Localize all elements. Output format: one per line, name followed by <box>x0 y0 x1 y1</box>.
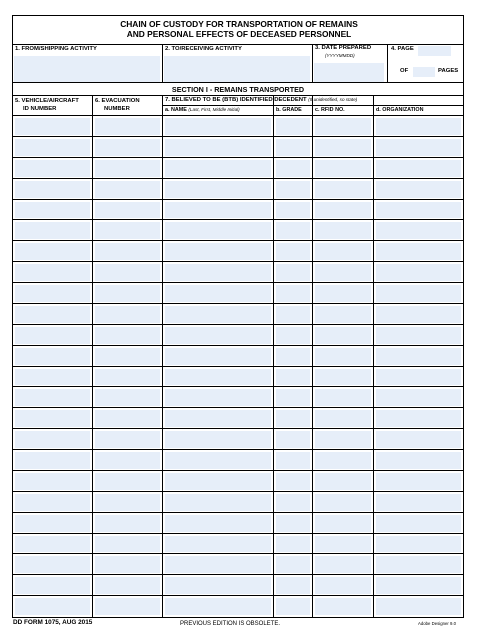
evacuation-number-cell[interactable] <box>95 536 160 553</box>
vehicle-id-cell[interactable] <box>15 577 90 594</box>
name-cell[interactable] <box>165 306 271 323</box>
grade-cell[interactable] <box>276 473 310 490</box>
table-row <box>13 283 463 304</box>
table-row <box>13 262 463 283</box>
evacuation-number-cell[interactable] <box>95 431 160 448</box>
vehicle-id-cell[interactable] <box>15 285 90 302</box>
btb-decedent-group-header <box>165 98 357 104</box>
rfid-cell[interactable] <box>315 431 371 448</box>
vehicle-id-cell[interactable] <box>15 389 90 406</box>
rfid-cell[interactable] <box>315 348 371 365</box>
table-row <box>13 158 463 179</box>
vehicle-id-cell[interactable] <box>15 264 90 281</box>
organization-cell[interactable] <box>376 536 461 553</box>
table-row <box>13 241 463 262</box>
name-cell[interactable] <box>165 139 271 156</box>
rfid-cell[interactable] <box>315 243 371 260</box>
vehicle-id-cell[interactable] <box>15 202 90 219</box>
organization-cell[interactable] <box>376 327 461 344</box>
name-cell[interactable] <box>165 369 271 386</box>
vehicle-id-cell[interactable] <box>15 452 90 469</box>
grade-cell[interactable] <box>276 369 310 386</box>
grade-cell[interactable] <box>276 160 310 177</box>
evacuation-number-cell[interactable] <box>95 139 160 156</box>
evacuation-number-cell[interactable] <box>95 389 160 406</box>
grade-cell[interactable] <box>276 264 310 281</box>
divider <box>387 44 388 82</box>
grade-cell[interactable] <box>276 139 310 156</box>
name-cell[interactable] <box>165 410 271 427</box>
evacuation-number-cell[interactable] <box>95 556 160 573</box>
column-divider <box>273 95 274 617</box>
rfid-cell[interactable] <box>315 389 371 406</box>
vehicle-id-cell[interactable] <box>15 494 90 511</box>
grade-cell[interactable] <box>276 598 310 615</box>
grade-cell[interactable] <box>276 389 310 406</box>
rfid-cell[interactable] <box>315 515 371 532</box>
evacuation-number-cell[interactable] <box>95 243 160 260</box>
organization-cell[interactable] <box>376 473 461 490</box>
grade-column-header: b. GRADE <box>276 107 302 113</box>
column-divider <box>92 95 93 617</box>
table-row <box>13 471 463 492</box>
chain-of-custody-form <box>12 15 464 618</box>
grade-cell[interactable] <box>276 556 310 573</box>
rfid-cell[interactable] <box>315 306 371 323</box>
rfid-cell[interactable] <box>315 139 371 156</box>
table-row <box>13 200 463 221</box>
evacuation-number-cell[interactable] <box>95 181 160 198</box>
total-pages-input[interactable] <box>413 67 435 77</box>
table-row <box>13 116 463 137</box>
name-cell[interactable] <box>165 452 271 469</box>
organization-cell[interactable] <box>376 118 461 135</box>
evacuation-number-cell[interactable] <box>95 202 160 219</box>
column-divider <box>373 95 374 617</box>
grade-cell[interactable] <box>276 306 310 323</box>
table-row <box>13 513 463 534</box>
organization-cell[interactable] <box>376 285 461 302</box>
organization-cell[interactable] <box>376 160 461 177</box>
organization-cell[interactable] <box>376 139 461 156</box>
grade-cell[interactable] <box>276 181 310 198</box>
evacuation-number-cell[interactable] <box>95 452 160 469</box>
to-receiving-activity-input[interactable] <box>164 56 310 82</box>
rfid-column-header: c. RFID NO. <box>315 107 345 113</box>
table-row <box>13 575 463 596</box>
table-row <box>13 220 463 241</box>
vehicle-id-cell[interactable] <box>15 410 90 427</box>
organization-cell[interactable] <box>376 369 461 386</box>
table-row <box>13 367 463 388</box>
btb-decedent-title: 7. BELIEVED TO BE (BTB) IDENTIFIED DECEDENT <box>165 97 307 103</box>
form-title-line1: CHAIN OF CUSTODY FOR TRANSPORTATION OF REMAINS <box>120 19 358 29</box>
table-row <box>13 346 463 367</box>
rfid-cell[interactable] <box>315 160 371 177</box>
form-title-line2: AND PERSONAL EFFECTS OF DECEASED PERSONNEL <box>126 29 352 39</box>
vehicle-id-cell[interactable] <box>15 536 90 553</box>
rfid-cell[interactable] <box>315 598 371 615</box>
grade-cell[interactable] <box>276 410 310 427</box>
grade-cell[interactable] <box>276 327 310 344</box>
page-number-input[interactable] <box>418 46 451 56</box>
rfid-cell[interactable] <box>315 369 371 386</box>
evacuation-number-cell[interactable] <box>95 118 160 135</box>
evacuation-number-cell[interactable] <box>95 410 160 427</box>
evacuation-number-cell[interactable] <box>95 160 160 177</box>
grade-cell[interactable] <box>276 494 310 511</box>
name-cell[interactable] <box>165 348 271 365</box>
table-row <box>13 534 463 555</box>
organization-cell[interactable] <box>376 264 461 281</box>
evacuation-number-cell[interactable] <box>95 264 160 281</box>
organization-cell[interactable] <box>376 577 461 594</box>
organization-cell[interactable] <box>376 389 461 406</box>
edition-notice: PREVIOUS EDITION IS OBSOLETE. <box>180 621 281 627</box>
organization-cell[interactable] <box>376 515 461 532</box>
grade-cell[interactable] <box>276 202 310 219</box>
organization-cell[interactable] <box>376 556 461 573</box>
rfid-cell[interactable] <box>315 285 371 302</box>
evacuation-number-cell[interactable] <box>95 369 160 386</box>
name-column-header <box>165 108 240 113</box>
evacuation-number-cell[interactable] <box>95 327 160 344</box>
vehicle-id-cell[interactable] <box>15 598 90 615</box>
grade-cell[interactable] <box>276 243 310 260</box>
btb-decedent-note: (If unidentified, so state) <box>308 97 358 102</box>
name-cell[interactable] <box>165 285 271 302</box>
organization-cell[interactable] <box>376 181 461 198</box>
evacuation-number-cell[interactable] <box>95 348 160 365</box>
rfid-cell[interactable] <box>315 181 371 198</box>
vehicle-aircraft-column-header: 5. VEHICLE/AIRCRAFT <box>15 98 79 104</box>
grade-cell[interactable] <box>276 515 310 532</box>
evacuation-number-column-header: 6. EVACUATION <box>95 98 140 104</box>
table-row <box>13 429 463 450</box>
name-cell[interactable] <box>165 181 271 198</box>
evacuation-number-cell[interactable] <box>95 494 160 511</box>
name-cell[interactable] <box>165 118 271 135</box>
name-cell[interactable] <box>165 577 271 594</box>
name-cell[interactable] <box>165 515 271 532</box>
name-cell[interactable] <box>165 431 271 448</box>
table-row <box>13 387 463 408</box>
rfid-cell[interactable] <box>315 118 371 135</box>
vehicle-id-cell[interactable] <box>15 369 90 386</box>
name-cell[interactable] <box>165 494 271 511</box>
section-title: SECTION I - REMAINS TRANSPORTED <box>171 85 305 94</box>
table-row <box>13 325 463 346</box>
grade-cell[interactable] <box>276 118 310 135</box>
name-cell[interactable] <box>165 243 271 260</box>
evacuation-number-cell[interactable] <box>95 473 160 490</box>
divider <box>13 44 463 45</box>
rfid-cell[interactable] <box>315 327 371 344</box>
vehicle-id-cell[interactable] <box>15 243 90 260</box>
from-shipping-activity-label: 1. FROM/SHIPPING ACTIVITY <box>15 46 97 52</box>
organization-cell[interactable] <box>376 306 461 323</box>
table-row <box>13 492 463 513</box>
divider <box>13 95 463 96</box>
vehicle-id-cell[interactable] <box>15 556 90 573</box>
from-shipping-activity-input[interactable] <box>14 56 160 82</box>
date-prepared-label: 3. DATE PREPARED <box>315 45 372 51</box>
vehicle-aircraft-column-header-line2: ID NUMBER <box>23 106 57 112</box>
rfid-cell[interactable] <box>315 473 371 490</box>
organization-cell[interactable] <box>376 243 461 260</box>
vehicle-id-cell[interactable] <box>15 431 90 448</box>
vehicle-id-cell[interactable] <box>15 160 90 177</box>
evacuation-number-cell[interactable] <box>95 306 160 323</box>
grade-cell[interactable] <box>276 285 310 302</box>
name-column-label: a. NAME <box>165 107 187 113</box>
table-row <box>13 450 463 471</box>
name-cell[interactable] <box>165 556 271 573</box>
rfid-cell[interactable] <box>315 202 371 219</box>
divider <box>13 82 463 83</box>
evacuation-number-cell[interactable] <box>95 515 160 532</box>
organization-cell[interactable] <box>376 222 461 239</box>
table-row <box>13 304 463 325</box>
vehicle-id-cell[interactable] <box>15 118 90 135</box>
vehicle-id-cell[interactable] <box>15 348 90 365</box>
table-row <box>13 137 463 158</box>
pages-label: PAGES <box>438 68 459 74</box>
name-column-note: (Last, First, Middle Initial) <box>188 107 240 112</box>
vehicle-id-cell[interactable] <box>15 181 90 198</box>
vehicle-id-cell[interactable] <box>15 515 90 532</box>
name-cell[interactable] <box>165 160 271 177</box>
vehicle-id-cell[interactable] <box>15 222 90 239</box>
to-receiving-activity-label: 2. TO/RECEIVING ACTIVITY <box>165 46 242 52</box>
evacuation-number-cell[interactable] <box>95 577 160 594</box>
rfid-cell[interactable] <box>315 536 371 553</box>
column-divider <box>162 95 163 617</box>
vehicle-id-cell[interactable] <box>15 473 90 490</box>
grade-cell[interactable] <box>276 431 310 448</box>
name-cell[interactable] <box>165 222 271 239</box>
rfid-cell[interactable] <box>315 577 371 594</box>
grade-cell[interactable] <box>276 348 310 365</box>
date-format-hint: (YYYYMMDD) <box>325 53 355 58</box>
organization-cell[interactable] <box>376 202 461 219</box>
column-divider <box>312 95 313 617</box>
name-cell[interactable] <box>165 327 271 344</box>
organization-cell[interactable] <box>376 410 461 427</box>
rfid-cell[interactable] <box>315 556 371 573</box>
name-cell[interactable] <box>165 473 271 490</box>
grade-cell[interactable] <box>276 452 310 469</box>
name-cell[interactable] <box>165 598 271 615</box>
rfid-cell[interactable] <box>315 264 371 281</box>
organization-cell[interactable] <box>376 494 461 511</box>
form-number: DD FORM 1075, AUG 2015 <box>13 619 93 626</box>
table-row <box>13 408 463 429</box>
organization-cell[interactable] <box>376 431 461 448</box>
name-cell[interactable] <box>165 389 271 406</box>
grade-cell[interactable] <box>276 577 310 594</box>
rfid-cell[interactable] <box>315 452 371 469</box>
vehicle-id-cell[interactable] <box>15 306 90 323</box>
grade-cell[interactable] <box>276 536 310 553</box>
evacuation-number-cell[interactable] <box>95 598 160 615</box>
organization-cell[interactable] <box>376 452 461 469</box>
name-cell[interactable] <box>165 202 271 219</box>
name-cell[interactable] <box>165 536 271 553</box>
designer-note: Adobe Designer 9.0 <box>418 621 456 626</box>
table-row <box>13 596 463 617</box>
name-cell[interactable] <box>165 264 271 281</box>
of-label: OF <box>400 68 409 74</box>
divider <box>162 44 163 82</box>
table-row <box>13 554 463 575</box>
page-label: 4. PAGE <box>391 46 414 52</box>
organization-column-header: d. ORGANIZATION <box>376 107 424 113</box>
divider <box>312 44 313 82</box>
evacuation-number-cell[interactable] <box>95 285 160 302</box>
rfid-cell[interactable] <box>315 494 371 511</box>
rfid-cell[interactable] <box>315 222 371 239</box>
table-row <box>13 179 463 200</box>
evacuation-number-column-header-line2: NUMBER <box>104 106 130 112</box>
organization-cell[interactable] <box>376 598 461 615</box>
vehicle-id-cell[interactable] <box>15 139 90 156</box>
vehicle-id-cell[interactable] <box>15 327 90 344</box>
rfid-cell[interactable] <box>315 410 371 427</box>
grade-cell[interactable] <box>276 222 310 239</box>
evacuation-number-cell[interactable] <box>95 222 160 239</box>
date-prepared-input[interactable] <box>314 63 384 82</box>
organization-cell[interactable] <box>376 348 461 365</box>
